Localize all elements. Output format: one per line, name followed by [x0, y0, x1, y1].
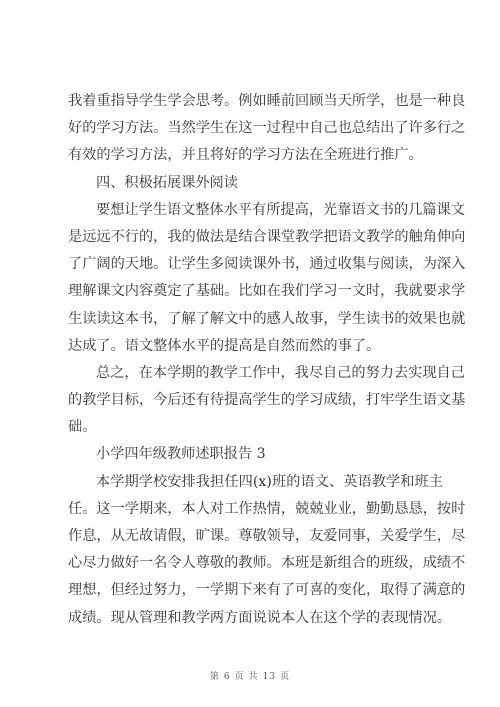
text-line: 是远远不行的，我的做法是结合课堂教学把语文教学的触角伸向 — [68, 228, 466, 245]
text-line: 达成了。语文整体水平的提高是自然而然的事了。 — [68, 337, 381, 354]
text-line: 础。 — [68, 419, 97, 436]
text-line: 的教学目标，今后还有待提高学生的学习成绩，打牢学生语文基 — [68, 392, 466, 409]
text-line: 要想让学生语文整体水平有所提高，光靠语文书的几篇课文 — [96, 201, 465, 218]
page-footer — [0, 669, 500, 682]
text-line: 心尽力做好一名令人尊敬的教师。本班是新组合的班级，成绩不 — [68, 555, 466, 572]
text-line: 理解课文内容奠定了基础。比如在我们学习一文时，我就要求学 — [68, 283, 466, 300]
text-line: 四、积极拓展课外阅读 — [96, 174, 238, 191]
footer-total-label: 共 — [248, 672, 259, 682]
total-pages-number: 13 — [262, 672, 277, 682]
text-line: 本学期学校安排我担任四(x)班的语文、英语教学和班主 — [96, 473, 443, 490]
text-line: 任。这一学期来，本人对工作热情，兢兢业业，勤勤恳恳，按时 — [68, 500, 466, 517]
text-line: 总之，在本学期的教学工作中，我尽自己的努力去实现自己 — [96, 364, 465, 381]
document-body — [68, 88, 466, 632]
text-line: 作息，从无故请假，旷课。尊敬领导，友爱同事，关爱学生，尽 — [68, 528, 466, 544]
footer-prefix: 第 — [209, 672, 220, 682]
text-line: 我着重指导学生学会思考。例如睡前回顾当天所学，也是一种良 — [68, 93, 466, 109]
text-line: 了广阔的天地。让学生多阅读课外书，通过收集与阅读，为深入 — [68, 256, 466, 273]
footer-page-label: 页 — [234, 672, 245, 682]
text-line: 生读读这本书，了解了解文中的感人故事，学生读书的效果也就 — [68, 310, 466, 327]
text-line: 理想，但经过努力，一学期下来有了可喜的变化，取得了满意的 — [68, 582, 466, 599]
current-page-number: 6 — [223, 672, 231, 682]
text-line: 好的学习方法。当然学生在这一过程中自己也总结出了许多行之 — [68, 120, 466, 137]
footer-suffix: 页 — [280, 672, 291, 682]
text-line: 有效的学习方法，并且将好的学习方法在全班进行推广。 — [68, 147, 423, 164]
text-line: 小学四年级教师述职报告 3 — [96, 446, 266, 463]
text-line: 成绩。现从管理和教学两方面说说本人在这个学的表现情况。 — [68, 609, 452, 626]
